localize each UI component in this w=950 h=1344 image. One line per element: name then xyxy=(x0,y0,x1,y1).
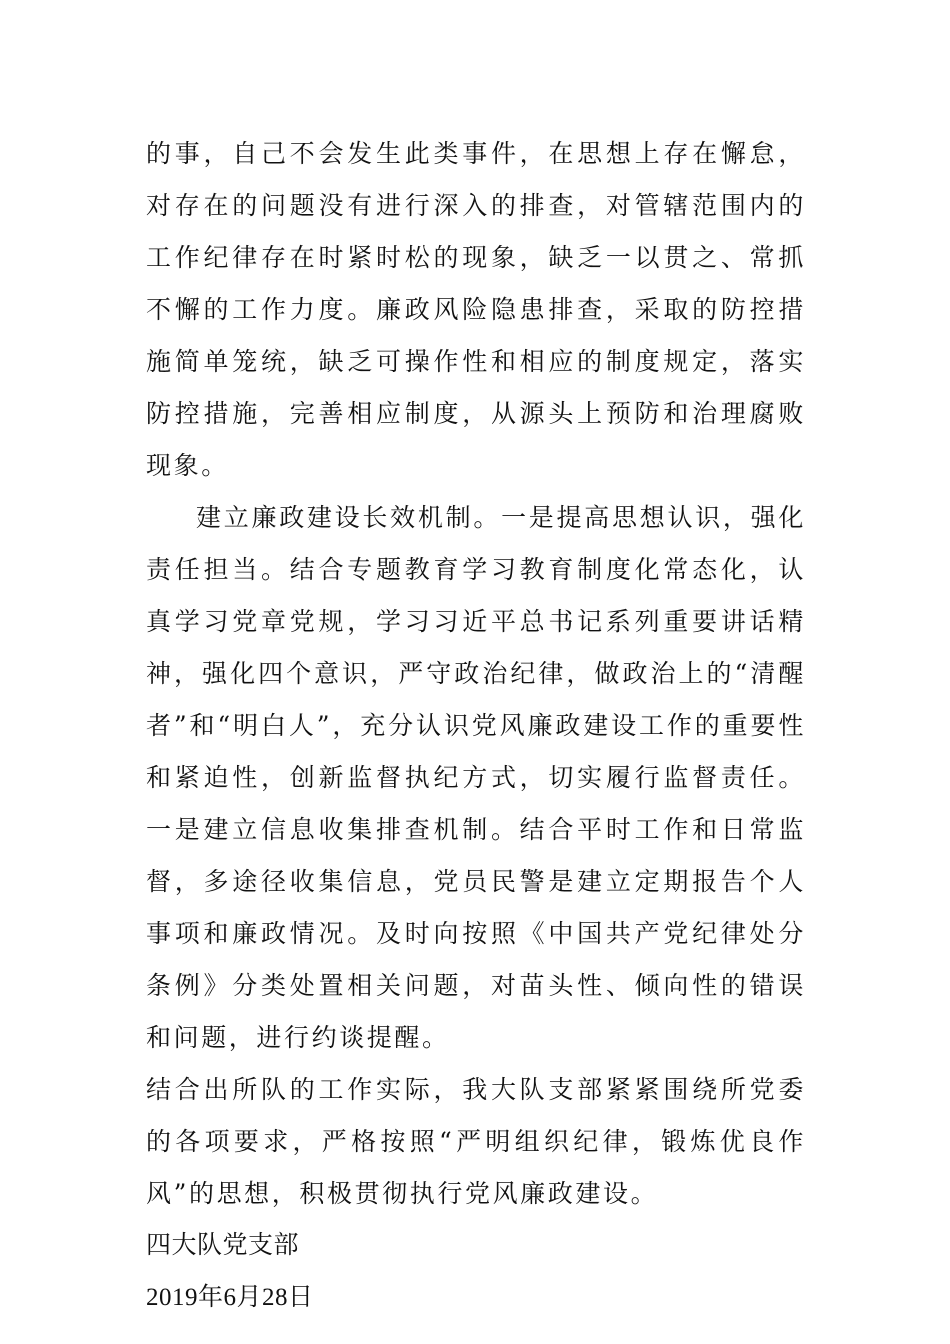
signature-organization: 四大队党支部 xyxy=(146,1232,300,1259)
document-body xyxy=(146,128,806,1324)
paragraph-continued: 的事，自己不会发生此类事件，在思想上存在懈怠，对存在的问题没有进行深入的排查，对管辖范围内的工作纪律存在时紧时松的现象，缺乏一以贯之、常抓不懈的工作力度。廉政风险隐患排查，采取的防控措施简单笼统，缺乏可操作性和相应的制度规定，落实防控措施，完善相应制度，从源头上预防和治理腐败现象。 xyxy=(146,139,806,480)
paragraph-mechanism: 建立廉政建设长效机制。一是提高思想认识，强化责任担当。结合专题教育学习教育制度化常态化，认真学习党章党规，学习习近平总书记系列重要讲话精神，强化四个意识，严守政治纪律，做政治上的“清醒者”和“明白人”，充分认识党风廉政建设工作的重要性和紧迫性，创新监督执纪方式，切实履行监督责任。一是建立信息收集排查机制。结合平时工作和日常监督，多途径收集信息，党员民警是建立定期报告个人事项和廉政情况。及时向按照《中国共产党纪律处分条例》分类处置相关问题，对苗头性、倾向性的错误和问题，进行约谈提醒。 xyxy=(146,503,806,1052)
signature-date: 2019年6月28日 xyxy=(146,1284,314,1311)
paragraph-conclusion: 结合出所队的工作实际，我大队支部紧紧围绕所党委的各项要求，严格按照“严明组织纪律，锻炼优良作风”的思想，积极贯彻执行党风廉政建设。 xyxy=(146,1075,806,1208)
